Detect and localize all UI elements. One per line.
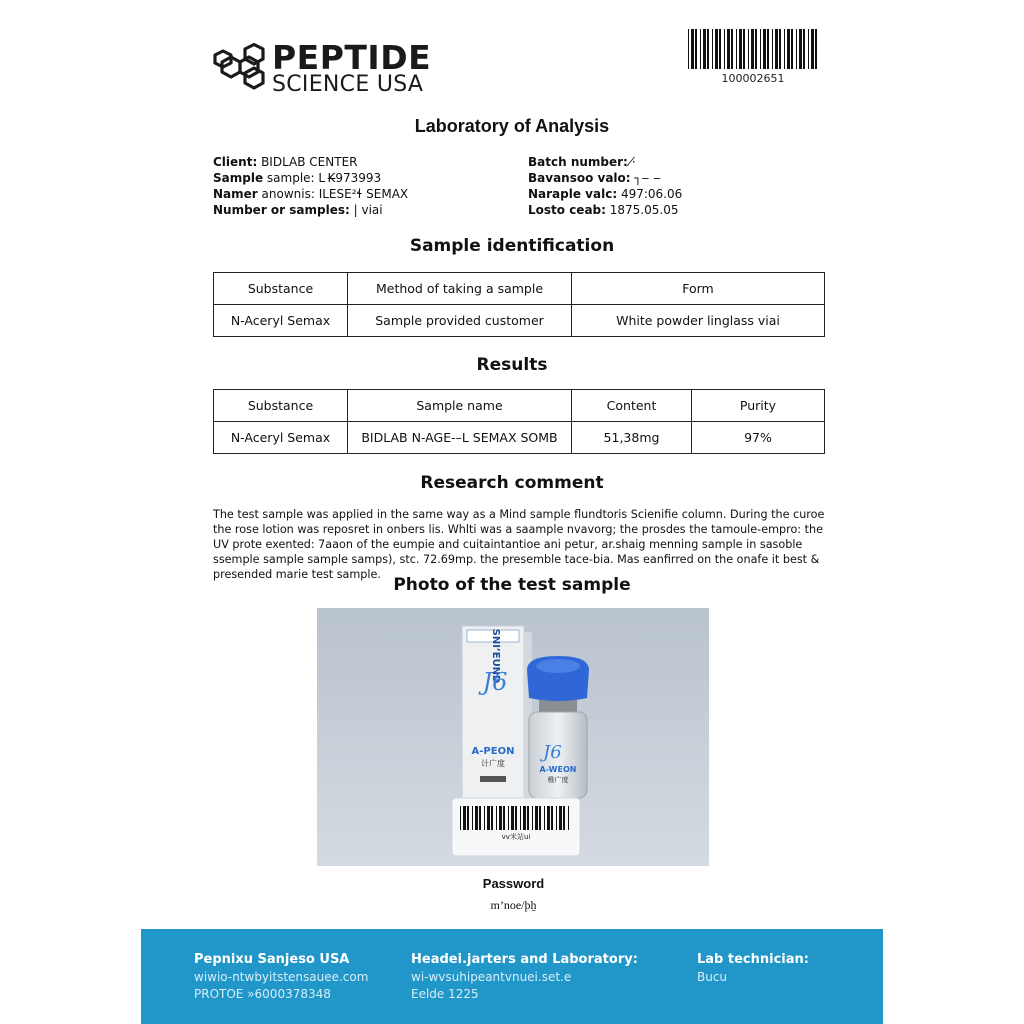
barcode-bar — [532, 806, 533, 830]
table-header-cell: Substance — [214, 273, 348, 305]
barcode-bar — [811, 29, 814, 69]
label-text: vv米站ui — [501, 833, 531, 841]
barcode-bar — [475, 806, 478, 830]
barcode-bar — [547, 806, 550, 830]
vial-product-sub: 稚广度 — [547, 776, 569, 784]
table-cell: Sample provided customer — [348, 305, 572, 337]
barcode-bar — [731, 29, 733, 69]
test-sample-photo — [317, 608, 709, 866]
barcode-bar — [736, 29, 737, 69]
barcode-bar — [791, 29, 793, 69]
info-sample: Sample sample: L K̶973993 — [213, 171, 382, 185]
barcode-bar — [796, 29, 797, 69]
barcode-bar — [563, 806, 565, 830]
barcode-bar — [751, 29, 754, 69]
barcode-bar — [472, 806, 473, 830]
footer-company-website[interactable]: wiwio-ntwbyitstensauee.com — [194, 970, 369, 984]
footer-headquarters — [411, 951, 638, 1003]
footer-company-title: Pepnixu Sanjeso USA — [194, 952, 350, 967]
box-product-sub: 计广度 — [481, 759, 505, 768]
password-label: Password — [482, 876, 545, 891]
barcode-bar — [727, 29, 730, 69]
barcode-bar — [700, 29, 701, 69]
table-header-cell: Sample name — [348, 390, 572, 422]
barcode-bar — [695, 29, 697, 69]
footer-hq-suite: Eelde 1225 — [411, 987, 479, 1001]
password-value: m’noe/þẖ — [490, 898, 537, 912]
barcode-bar — [784, 29, 785, 69]
barcode-bar — [487, 806, 490, 830]
barcode-bar — [739, 29, 742, 69]
box-product-name: A-PEON — [471, 746, 515, 757]
barcode-bar — [479, 806, 481, 830]
table-header-cell: Content — [572, 390, 692, 422]
table-header-row — [214, 273, 825, 305]
barcode-number: 100002651 — [721, 72, 785, 85]
footer-bar — [141, 929, 883, 1024]
section-heading-comment: Research comment — [420, 473, 604, 493]
box-logo: J6 — [482, 668, 508, 696]
company-logo — [212, 40, 452, 96]
footer-hq-title: Headei.jarters and Laboratory: — [411, 952, 638, 967]
barcode-bar — [808, 29, 809, 69]
barcode-bar — [799, 29, 802, 69]
section-heading-results: Results — [476, 355, 548, 375]
info-client: Client: BIDLAB CENTER — [213, 155, 358, 169]
barcode-bar — [691, 29, 694, 69]
barcode-bar — [520, 806, 521, 830]
barcode-bar — [719, 29, 721, 69]
barcode-bar — [523, 806, 526, 830]
barcode-bar — [815, 29, 817, 69]
vial-product-name: A-WEON — [539, 765, 577, 774]
barcode-bar — [559, 806, 562, 830]
barcode-bar — [779, 29, 781, 69]
table-row — [214, 305, 825, 337]
table-cell: White powder linglass viai — [572, 305, 825, 337]
logo-text-peptide: PEPTIDE — [272, 38, 432, 77]
barcode-bar — [763, 29, 766, 69]
barcode-bar — [703, 29, 706, 69]
barcode-bar — [496, 806, 497, 830]
table-row — [214, 422, 825, 454]
table-cell: 97% — [692, 422, 825, 454]
box-vertical-text: SNI’EUND — [490, 628, 501, 684]
barcode-bar — [748, 29, 749, 69]
barcode-bar — [515, 806, 517, 830]
barcode-bar — [463, 806, 466, 830]
table-header-cell: Method of taking a sample — [348, 273, 572, 305]
table-header-cell: Purity — [692, 390, 825, 422]
footer-company-phone: PROTOE »6000378348 — [194, 987, 331, 1001]
footer-company — [194, 951, 368, 1003]
document-title: Laboratory of Analysis — [414, 116, 610, 136]
info-last-date: Losto ceab: 1875.05.05 — [528, 203, 679, 217]
barcode-bar — [551, 806, 553, 830]
barcode-bar — [508, 806, 509, 830]
section-heading-identification: Sample identification — [409, 236, 615, 256]
barcode-bar — [715, 29, 718, 69]
info-bavansoo: Bavansoo valo: ┐‒ ‒ — [528, 171, 661, 185]
section-heading-photo: Photo of the test sample — [393, 575, 631, 595]
table-cell: N-Aceryl Semax — [214, 305, 348, 337]
table-cell: N-Aceryl Semax — [214, 422, 348, 454]
barcode-bar — [511, 806, 514, 830]
barcode-bar — [688, 29, 689, 69]
table-header-cell: Substance — [214, 390, 348, 422]
footer-technician-name: Bucu — [697, 970, 728, 984]
barcode-bar — [460, 806, 461, 830]
info-sample-date: Naraple valc: 497:06.06 — [528, 187, 683, 201]
barcode-bar — [527, 806, 529, 830]
vial-logo: J6 — [543, 742, 562, 763]
barcode-bar — [491, 806, 493, 830]
barcode-bar — [568, 806, 569, 830]
results-table — [213, 389, 825, 454]
barcode-bar — [707, 29, 709, 69]
barcode-bar — [503, 806, 505, 830]
barcode-bar — [484, 806, 485, 830]
info-number-of-samples: Number or samples: | viai — [213, 203, 383, 217]
table-cell: 51,38mg — [572, 422, 692, 454]
logo-text-science-usa: SCIENCE USA — [272, 72, 424, 97]
barcode-bar — [539, 806, 541, 830]
barcode-bar — [556, 806, 557, 830]
barcode-bar — [767, 29, 769, 69]
barcode — [688, 29, 818, 69]
table-header-cell: Form — [572, 273, 825, 305]
photo-illustration — [317, 608, 709, 866]
barcode-bar — [467, 806, 469, 830]
info-name: Namer anownis: ILESE²ɬ SEMAX — [213, 187, 409, 201]
footer-hq-address: wi-wvsuhipeantvnuei.set.e — [411, 970, 572, 984]
table-cell: BIDLAB N-AGE‐–L SEMAX SOMB — [348, 422, 572, 454]
footer-technician — [697, 951, 809, 986]
table-header-row — [214, 390, 825, 422]
barcode-bar — [535, 806, 538, 830]
vial — [527, 656, 589, 798]
barcode-bar — [544, 806, 545, 830]
info-batch-number: Batch number: ·̸ — [528, 155, 636, 169]
barcode-label-card — [452, 798, 580, 856]
barcode-bar — [712, 29, 713, 69]
barcode-bar — [772, 29, 773, 69]
barcode-bar — [775, 29, 778, 69]
barcode-bar — [760, 29, 761, 69]
hexagon-molecule-icon — [212, 40, 270, 96]
barcode-bar — [803, 29, 805, 69]
identification-table — [213, 272, 825, 337]
barcode-bar — [724, 29, 725, 69]
barcode-bar — [743, 29, 745, 69]
footer-technician-title: Lab technician: — [697, 952, 809, 967]
product-box — [462, 626, 532, 798]
barcode-bar — [755, 29, 757, 69]
barcode-bar — [499, 806, 502, 830]
barcode-bar — [787, 29, 790, 69]
research-comment-text: The test sample was applied in the same way as a Mind sample flundtoris Scienifie column. During the curoe the rose lotion was reposret in onbers lis. Whlti was a saample nvavorg; the prosdes the tamoule-empro: the UV prote exented: 7aaon of the eumpie and cuitaintantioe ani petur, ar.shaig menning sample in sasoble ssemple sample sample samps), stc. 72.69mp. the presemble tace-bia. Mas eanfirred on the onafe it best & presended marie test sample. — [213, 508, 825, 581]
